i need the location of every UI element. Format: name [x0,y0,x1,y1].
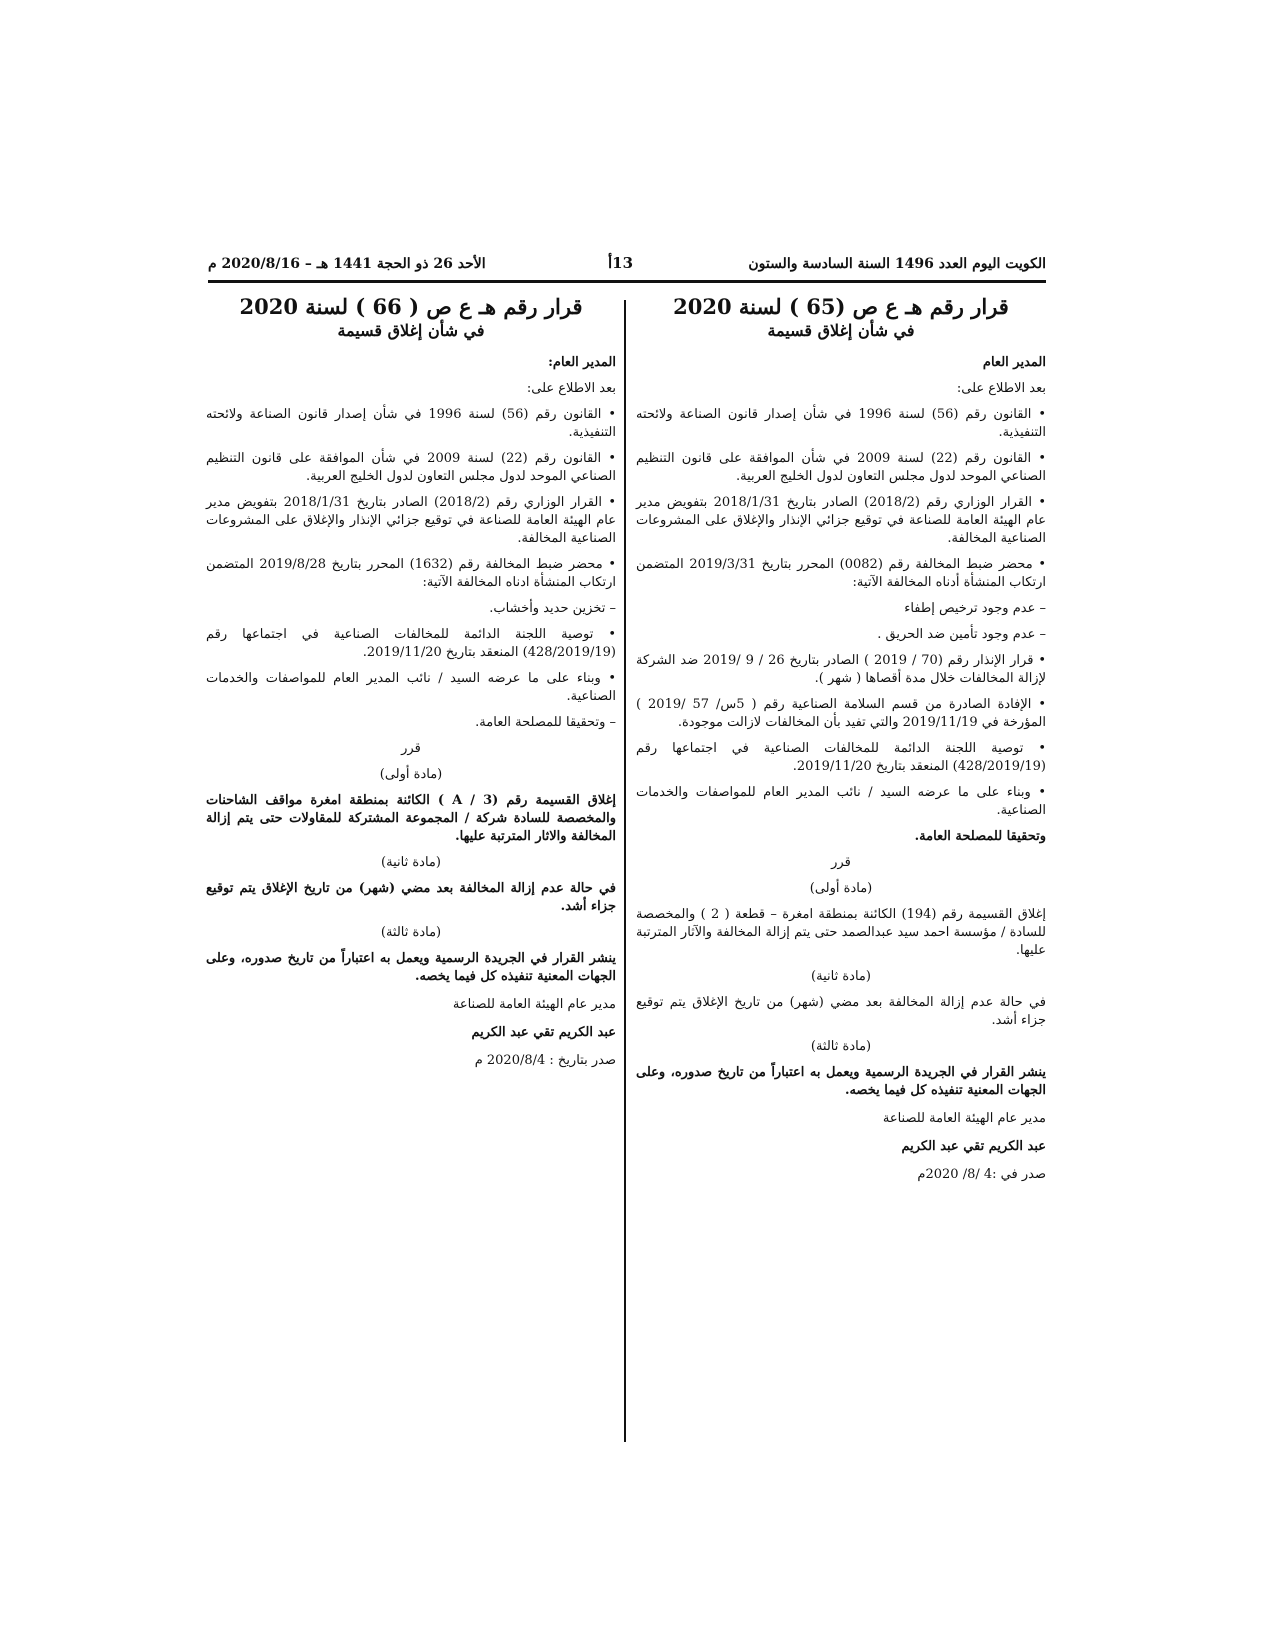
article-3-text: ينشر القرار في الجريدة الرسمية ويعمل به اعتباراً من تاريخ صدوره، وعلى الجهات المعنية تنفيذه كل فيما يخصه. [206,951,616,984]
page-header [208,252,1046,283]
decided-label: قرر [831,855,851,870]
column-divider [624,300,626,1442]
signatory-name: عبد الكريم تقي عبد الكريم [471,1025,616,1040]
preamble-item: • الإفادة الصادرة من قسم السلامة الصناعية رقم ( 5س/ 57 /2019 ) المؤرخة في 2019/11/19 والتي تفيد بأن المخالفات لازالت موجودة. [636,696,1046,732]
article-2-text: في حالة عدم إزالة المخالفة بعد مضي (شهر) من تاريخ الإغلاق يتم توقيع جزاء أشد. [636,995,1046,1028]
preamble-item: • قرار الإنذار رقم (70 / 2019 ) الصادر بتاريخ 26 / 9 /2019 ضد الشركة لإزالة المخالفات خلال مدة أقصاها ( شهر ). [636,652,1046,688]
article-1-label: (مادة أولى) [809,881,873,896]
issue-date: صدر في :4 /8/ 2020م [917,1167,1046,1182]
signatory-title: مدير عام الهيئة العامة للصناعة [882,1111,1046,1126]
article-2-text: في حالة عدم إزالة المخالفة بعد مضي (شهر) من تاريخ الإغلاق يتم توقيع جزاء أشد. [206,881,616,914]
preamble-item: • القرار الوزاري رقم (2018/2) الصادر بتاريخ 2018/1/31 بتفويض مدير عام الهيئة العامة للصناعة في توقيع جزائي الإنذار والإغلاق على المشروعات الصناعية المخالفة. [206,494,616,548]
signatory-title: مدير عام الهيئة العامة للصناعة [452,997,616,1012]
article-3-text: ينشر القرار في الجريدة الرسمية ويعمل به اعتباراً من تاريخ صدوره، وعلى الجهات المعنية تنفيذه كل فيما يخصه. [636,1065,1046,1098]
preamble-item: • توصية اللجنة الدائمة للمخالفات الصناعية في اجتماعها رقم (428/2019/19) المنعقد بتاريخ 2019/11/20. [636,740,1046,776]
decision-title: قرار رقم هـ ع ص (65 ) لسنة 2020 [673,294,1009,319]
preamble-item: • القرار الوزاري رقم (2018/2) الصادر بتاريخ 2018/1/31 بتفويض مدير عام الهيئة العامة للصناعة في توقيع جزائي الإنذار والإغلاق على المشروعات الصناعية المخالفة. [636,494,1046,548]
issue-date: صدر بتاريخ : 2020/8/4 م [474,1053,616,1068]
preamble-item: • القانون رقم (22) لسنة 2009 في شأن الموافقة على قانون التنظيم الصناعي الموحد لدول مجلس التعاون لدول الخليج العربية. [636,450,1046,486]
decision-66 [206,296,616,1078]
header-date: الأحد 26 ذو الحجة 1441 هـ – 2020/8/16 م [208,256,486,272]
director-label: المدير العام [982,355,1046,370]
article-2-label: (مادة ثانية) [381,855,441,870]
director-label: المدير العام: [548,355,616,370]
preamble-item: • وبناء على ما عرضه السيد / نائب المدير العام للمواصفات والخدمات الصناعية. [206,670,616,706]
decision-title: قرار رقم هـ ع ص ( 66 ) لسنة 2020 [239,294,583,319]
after-review: بعد الاطلاع على: [526,381,616,396]
public-interest: وتحقيقا للمصلحة العامة. [914,829,1046,844]
violation-item: – عدم وجود ترخيص إطفاء [636,600,1046,618]
preamble-item: • محضر ضبط المخالفة رقم (0082) المحرر بتاريخ 2019/3/31 المتضمن ارتكاب المنشأة أدناه المخالفة الآتية: [636,556,1046,592]
preamble-item: • القانون رقم (56) لسنة 1996 في شأن إصدار قانون الصناعة ولائحته التنفيذية. [206,406,616,442]
article-1-label: (مادة أولى) [379,767,443,782]
decided-label: قرر [401,741,421,756]
preamble-item: • القانون رقم (22) لسنة 2009 في شأن الموافقة على قانون التنظيم الصناعي الموحد لدول مجلس التعاون لدول الخليج العربية. [206,450,616,486]
article-3-label: (مادة ثالثة) [810,1039,872,1054]
decision-subtitle: في شأن إغلاق قسيمة [337,321,485,340]
article-1-text: إغلاق القسيمة رقم (194) الكائنة بمنطقة امغرة – قطعة ( 2 ) والمخصصة للسادة / مؤسسة احمد سيد عبدالصمد حتى يتم إزالة المخالفة والآثار المترتبة عليها. [636,907,1046,958]
signatory-name: عبد الكريم تقي عبد الكريم [901,1139,1046,1154]
decision-65 [636,296,1046,1192]
article-3-label: (مادة ثالثة) [380,925,442,940]
preamble-item: • محضر ضبط المخالفة رقم (1632) المحرر بتاريخ 2019/8/28 المتضمن ارتكاب المنشأة ادناه المخالفة الآتية: [206,556,616,592]
preamble-item: • توصية اللجنة الدائمة للمخالفات الصناعية في اجتماعها رقم (428/2019/19) المنعقد بتاريخ 2019/11/20. [206,626,616,662]
after-review: بعد الاطلاع على: [956,381,1046,396]
preamble-item: • وبناء على ما عرضه السيد / نائب المدير العام للمواصفات والخدمات الصناعية. [636,784,1046,820]
preamble-item: • القانون رقم (56) لسنة 1996 في شأن إصدار قانون الصناعة ولائحته التنفيذية. [636,406,1046,442]
violation-item: – تخزين حديد وأخشاب. [206,600,616,618]
article-2-label: (مادة ثانية) [811,969,871,984]
header-publication: الكويت اليوم العدد 1496 السنة السادسة والستون [748,256,1046,272]
public-interest: – وتحقيقا للمصلحة العامة. [206,714,616,732]
header-page-number: 13أ [608,254,634,272]
decision-subtitle: في شأن إغلاق قسيمة [767,321,915,340]
article-1-text: إغلاق القسيمة رقم (3 / A ) الكائنة بمنطقة امغرة مواقف الشاحنات والمخصصة للسادة شركة / المجموعة المشتركة للمقاولات حتى يتم إزالة المخالفة والاثار المترتبة عليها. [206,793,616,844]
violation-item: – عدم وجود تأمين ضد الحريق . [636,626,1046,644]
